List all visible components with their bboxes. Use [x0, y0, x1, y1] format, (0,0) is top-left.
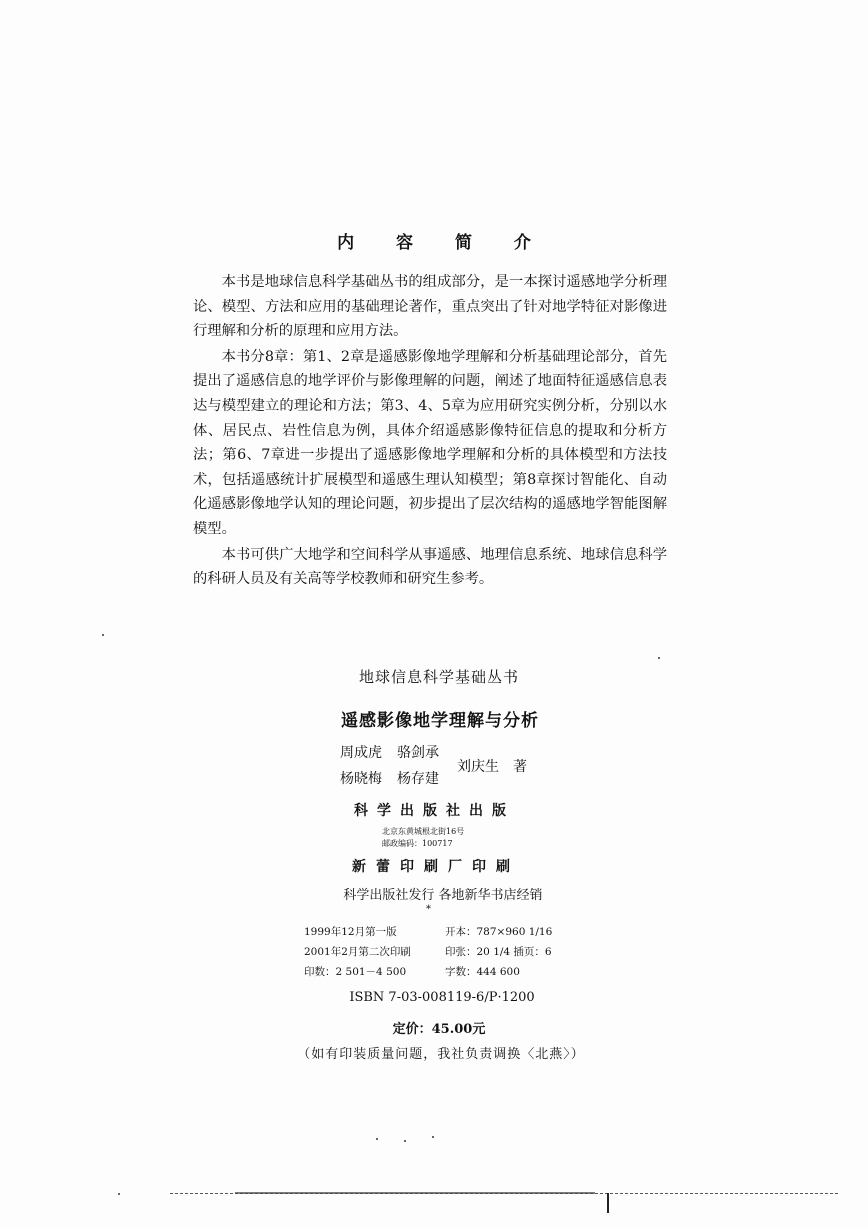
scan-speck [658, 657, 660, 659]
summary-title: 内 容 简 介 [337, 233, 549, 253]
specs-row [304, 922, 574, 942]
author-role: 著 [513, 759, 527, 775]
author-name: 骆剑承 [397, 745, 439, 761]
print-run-info: 印数：2 501－4 500 [304, 966, 407, 978]
sheets-info: 印张：20 1/4 插页：6 [445, 946, 552, 958]
edition-info: 1999年12月第一版 [304, 926, 397, 938]
summary-paragraph-2: 本书分8章：第1、2章是遥感影像地学理解和分析基础理论部分，首先提出了遥感信息的地学评价与影像理解的问题，阐述了地面特征遥感信息表达与模型建立的理论和方法；第3、4、5章为应用研究实例分析，分别以水体、居民点、岩性信息为例，具体介绍遥感影像特征信息的提取和分析方法；第6、7章进一步提出了遥感影像地学理解和分析的具体模型和方法技术，包括遥感统计扩展模型和遥感生理认知模型；第8章探讨智能化、自动化遥感影像地学认知的理论问题，初步提出了层次结构的遥感地学智能图解模型。 [193, 348, 667, 537]
price: 定价：45.00元 [392, 1022, 486, 1037]
distribution-line: 科学出版社发行 各地新华书店经销 [343, 888, 543, 903]
publisher-address: 北京东黄城根北街16号 [382, 827, 465, 836]
word-count-info: 字数：444 600 [445, 966, 520, 978]
separator-star: * [426, 904, 431, 915]
format-info: 开本：787×960 1/16 [445, 926, 553, 938]
quality-notice: （如有印装质量问题，我社负责调换〈北燕〉） [297, 1047, 585, 1062]
publisher-line: 科学出版社出版 [354, 803, 515, 819]
summary-body [193, 270, 667, 593]
scan-edge-mark [607, 1193, 609, 1213]
author-name: 周成虎 [340, 745, 382, 761]
scan-speck [404, 1140, 406, 1142]
series-name: 地球信息科学基础丛书 [358, 668, 519, 686]
publisher-address-block [382, 826, 464, 850]
authors-block [340, 742, 560, 792]
printing-info: 2001年2月第二次印刷 [304, 946, 411, 958]
scan-speck [376, 1138, 378, 1140]
author-name: 刘庆生 [457, 759, 499, 775]
book-title: 遥感影像地学理解与分析 [341, 711, 539, 731]
specs-row [304, 942, 574, 962]
author-name: 杨晓梅 [340, 771, 382, 787]
specs-row [304, 962, 574, 982]
author-name: 杨存建 [397, 771, 439, 787]
scan-speck [102, 634, 104, 636]
scan-speck [432, 1136, 434, 1138]
postal-code: 邮政编码：100717 [382, 839, 453, 848]
scan-edge-line [235, 1192, 595, 1194]
summary-paragraph-3: 本书可供广大地学和空间科学从事遥感、地理信息系统、地球信息科学的科研人员及有关高等学校教师和研究生参考。 [193, 546, 667, 588]
summary-paragraph-1: 本书是地球信息科学基础丛书的组成部分，是一本探讨遥感地学分析理论、模型、方法和应用的基础理论著作，重点突出了针对地学特征对影像进行理解和分析的原理和应用方法。 [193, 274, 667, 340]
isbn: ISBN 7-03-008119-6/P·1200 [349, 990, 535, 1005]
scan-speck [118, 1193, 120, 1195]
printer-line: 新蕾印刷厂印刷 [352, 859, 520, 875]
print-specs [304, 922, 574, 982]
